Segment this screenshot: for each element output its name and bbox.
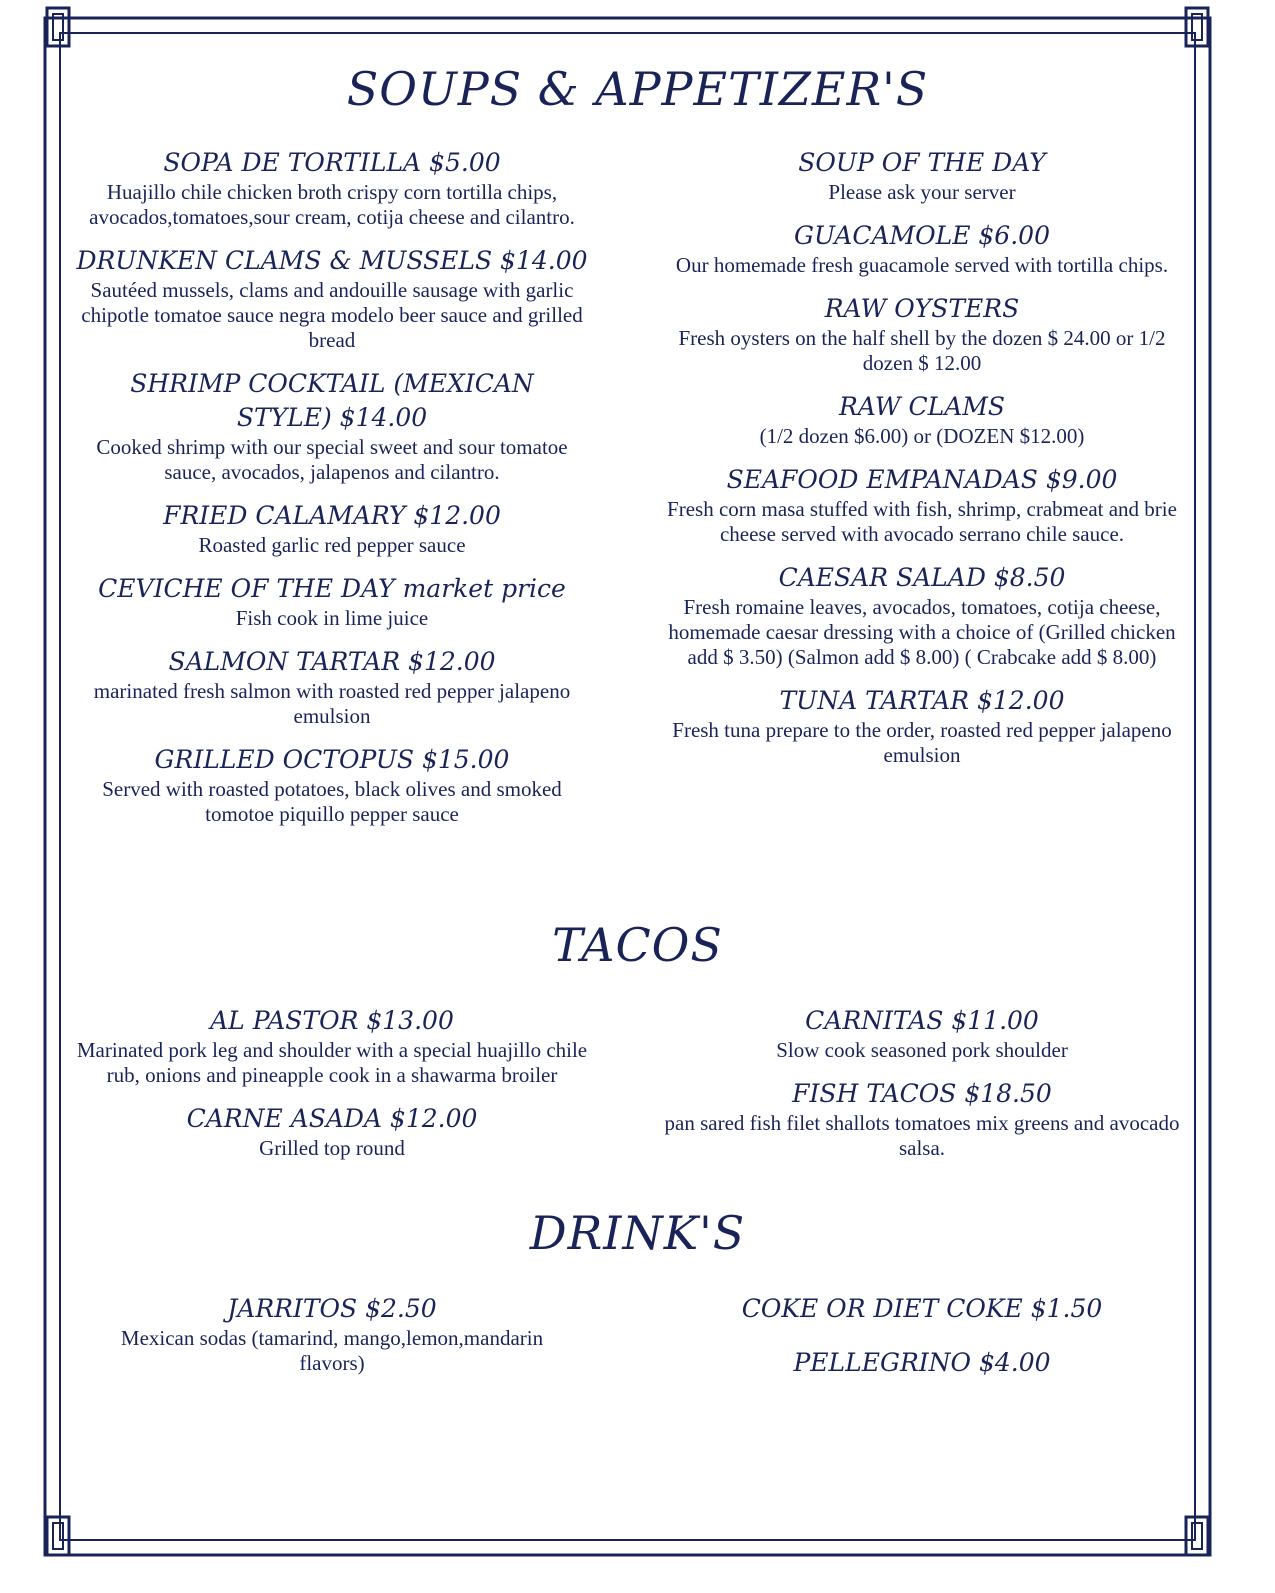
item-description: Mexican sodas (tamarind, mango,lemon,mandarin flavors) (120, 1326, 544, 1375)
menu-item (72, 645, 592, 729)
menu-item (72, 499, 592, 558)
item-description: marinated fresh salmon with roasted red pepper jalapeno emulsion (93, 679, 571, 728)
item-description: (1/2 dozen $6.00) or (DOZEN $12.00) (759, 424, 1085, 448)
item-name: CAESAR SALAD $8.50 (778, 563, 1066, 592)
item-name: RAW OYSTERS (824, 294, 1020, 323)
menu-item (72, 1102, 592, 1161)
menu-item (662, 219, 1182, 278)
menu-item (662, 561, 1182, 670)
item-name: SALMON TARTAR $12.00 (168, 647, 496, 676)
item-description: Fresh romaine leaves, avocados, tomatoes, cotija cheese, homemade caesar dressing with a choice of (Grilled chicken add $ 3.50) (Salmon add $ 8.00) ( Crabcake add $ 8.00) (668, 595, 1176, 669)
tacos-left-column (72, 1004, 592, 1175)
item-description: Our homemade fresh guacamole served with tortilla chips. (675, 253, 1169, 277)
item-name: CARNITAS $11.00 (805, 1006, 1039, 1035)
item-name: FISH TACOS $18.50 (792, 1079, 1052, 1108)
item-name: TUNA TARTAR $12.00 (779, 686, 1065, 715)
item-name: FRIED CALAMARY $12.00 (163, 501, 501, 530)
menu-item (662, 146, 1182, 205)
item-name: CARNE ASADA $12.00 (186, 1104, 478, 1133)
menu-item (662, 1346, 1182, 1380)
section-title-soups: SOUPS & APPETIZER'S (346, 62, 929, 116)
item-name: AL PASTOR $13.00 (210, 1006, 454, 1035)
menu-item (662, 292, 1182, 376)
menu-item (72, 1292, 592, 1376)
drinks-right-column (662, 1292, 1182, 1394)
item-description: Served with roasted potatoes, black olives and smoked tomotoe piquillo pepper sauce (102, 777, 562, 826)
item-name: JARRITOS $2.50 (227, 1294, 437, 1323)
item-name: SOUP OF THE DAY (798, 148, 1046, 177)
menu-item (72, 743, 592, 827)
section-title-tacos: TACOS (552, 918, 723, 972)
menu-item (662, 463, 1182, 547)
drinks-left-column (72, 1292, 592, 1390)
section-title-drinks: DRINK'S (529, 1206, 746, 1260)
item-description: Cooked shrimp with our special sweet and sour tomatoe sauce, avocados, jalapenos and cilantro. (96, 435, 568, 484)
item-description: Fresh tuna prepare to the order, roasted red pepper jalapeno emulsion (672, 718, 1172, 767)
item-description: Fresh corn masa stuffed with fish, shrimp, crabmeat and brie cheese served with avocado serrano chile sauce. (667, 497, 1177, 546)
menu-item (72, 572, 592, 631)
menu-item (72, 367, 592, 485)
item-description: Marinated pork leg and shoulder with a special huajillo chile rub, onions and pineapple cook in a shawarma broiler (76, 1038, 588, 1087)
item-description: Slow cook seasoned pork shoulder (776, 1038, 1068, 1062)
item-description: Sautéed mussels, clams and andouille sausage with garlic chipotle tomatoe sauce negra modelo beer sauce and grilled bread (81, 278, 583, 352)
tacos-right-column (662, 1004, 1182, 1175)
item-name: SEAFOOD EMPANADAS $9.00 (726, 465, 1118, 494)
item-description: Fresh oysters on the half shell by the dozen $ 24.00 or 1/2 dozen $ 12.00 (678, 326, 1166, 375)
soups-right-column (662, 146, 1182, 782)
menu-item (662, 390, 1182, 449)
item-description: Roasted garlic red pepper sauce (198, 533, 466, 557)
soups-left-column (72, 146, 592, 841)
item-name: RAW CLAMS (838, 392, 1005, 421)
item-name: SHRIMP COCKTAIL (MEXICAN STYLE) $14.00 (130, 369, 534, 432)
item-description: Fish cook in lime juice (235, 606, 429, 630)
menu-item (662, 684, 1182, 768)
item-name: DRUNKEN CLAMS & MUSSELS $14.00 (76, 246, 588, 275)
menu-item (72, 146, 592, 230)
menu-item (72, 1004, 592, 1088)
item-name: SOPA DE TORTILLA $5.00 (163, 148, 501, 177)
item-description: pan sared fish filet shallots tomatoes mix greens and avocado salsa. (664, 1111, 1180, 1160)
item-name: COKE OR DIET COKE $1.50 (741, 1294, 1103, 1323)
item-description: Grilled top round (259, 1136, 405, 1160)
item-description: Please ask your server (828, 180, 1016, 204)
menu-item (662, 1077, 1182, 1161)
menu-item (662, 1292, 1182, 1326)
menu-item (72, 244, 592, 353)
item-name: GRILLED OCTOPUS $15.00 (154, 745, 510, 774)
item-name: GUACAMOLE $6.00 (794, 221, 1050, 250)
item-name: CEVICHE OF THE DAY market price (98, 574, 566, 603)
item-description: Huajillo chile chicken broth crispy corn tortilla chips, avocados,tomatoes,sour cream, cotija cheese and cilantro. (89, 180, 575, 229)
item-name: PELLEGRINO $4.00 (793, 1348, 1051, 1377)
menu-item (662, 1004, 1182, 1063)
